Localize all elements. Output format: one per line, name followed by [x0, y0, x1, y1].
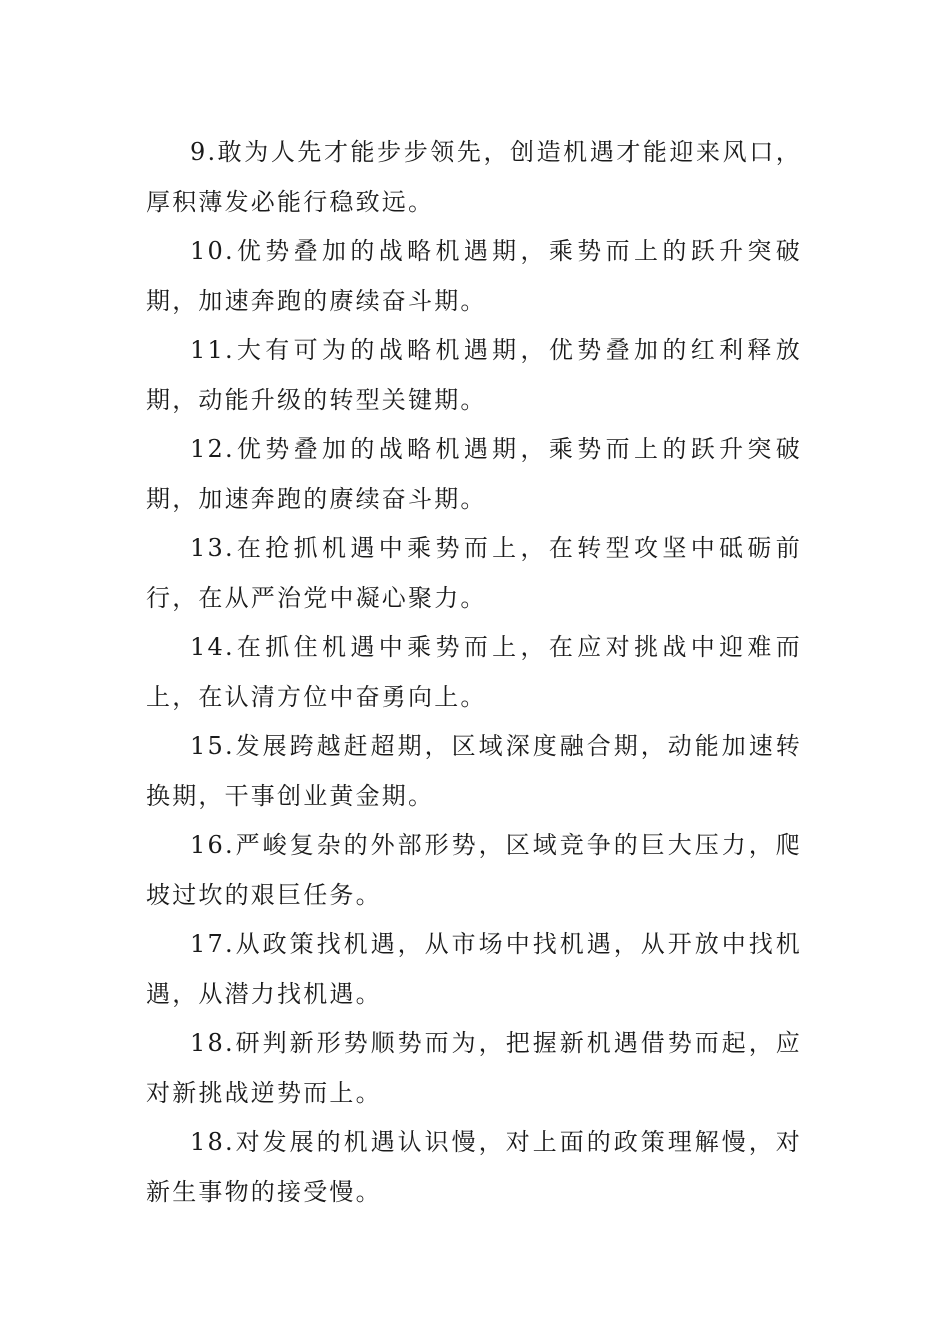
- list-item: 10.优势叠加的战略机遇期，乘势而上的跃升突破期，加速奔跑的赓续奋斗期。: [146, 237, 802, 315]
- list-item: 11.大有可为的战略机遇期，优势叠加的红利释放期，动能升级的转型关键期。: [146, 336, 802, 414]
- list-item: 9.敢为人先才能步步领先，创造机遇才能迎来风口，厚积薄发必能行稳致远。: [146, 138, 802, 216]
- list-item: 17.从政策找机遇，从市场中找机遇，从开放中找机遇，从潜力找机遇。: [146, 930, 802, 1008]
- list-item: 18.研判新形势顺势而为，把握新机遇借势而起，应对新挑战逆势而上。: [146, 1029, 802, 1107]
- list-item: 15.发展跨越赶超期，区域深度融合期，动能加速转换期，干事创业黄金期。: [146, 732, 802, 810]
- list-item: 16.严峻复杂的外部形势，区域竞争的巨大压力，爬坡过坎的艰巨任务。: [146, 831, 802, 909]
- list-item: 18.对发展的机遇认识慢，对上面的政策理解慢，对新生事物的接受慢。: [146, 1128, 802, 1206]
- list-item: 12.优势叠加的战略机遇期，乘势而上的跃升突破期，加速奔跑的赓续奋斗期。: [146, 435, 802, 513]
- list-item: 14.在抓住机遇中乘势而上，在应对挑战中迎难而上，在认清方位中奋勇向上。: [146, 633, 802, 711]
- list-item: 13.在抢抓机遇中乘势而上，在转型攻坚中砥砺前行，在从严治党中凝心聚力。: [146, 534, 802, 612]
